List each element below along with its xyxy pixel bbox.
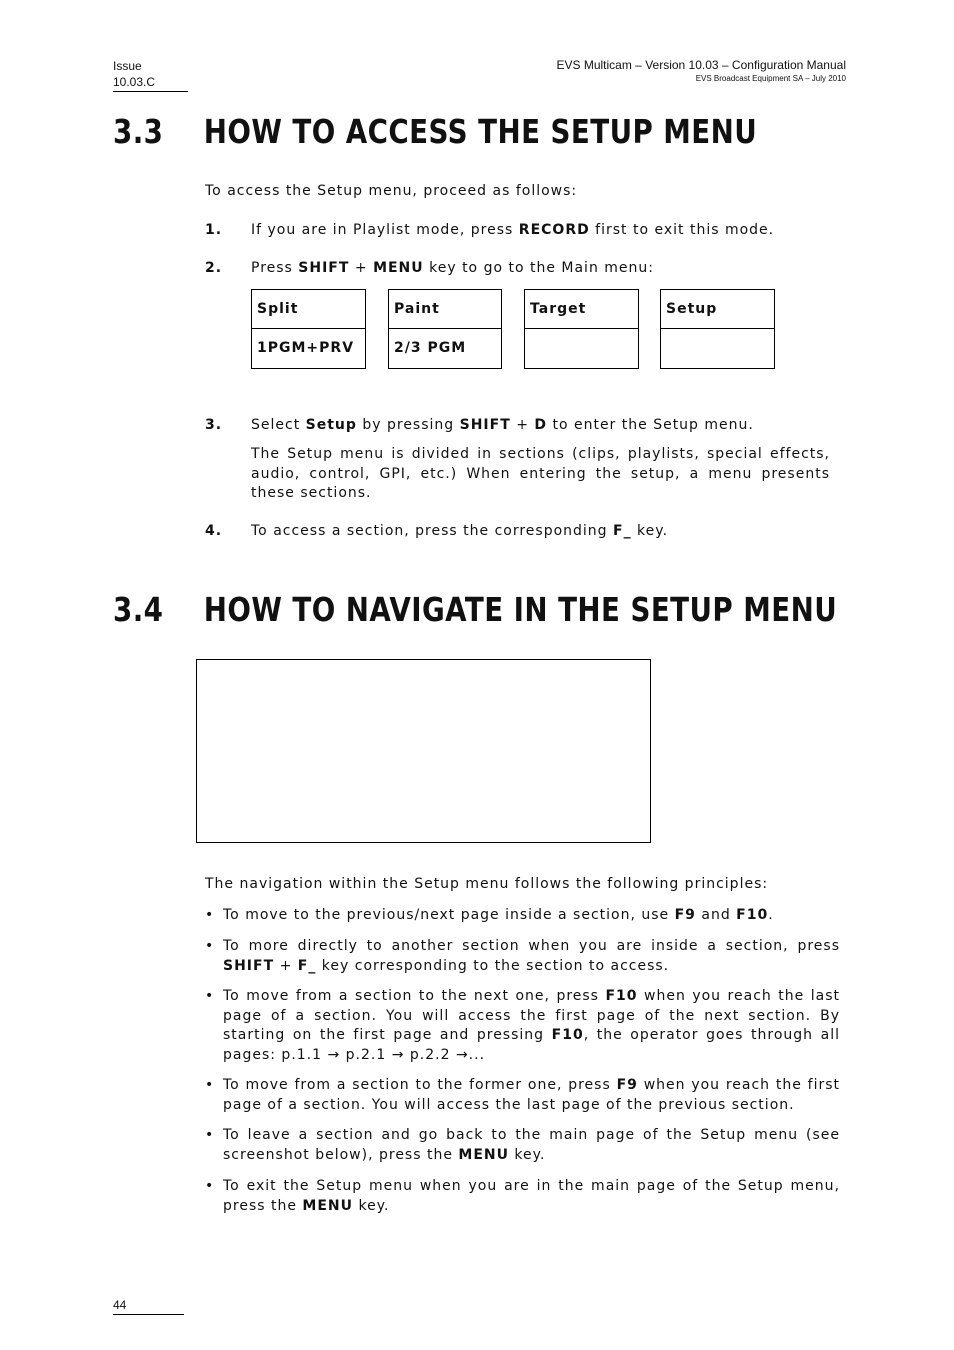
step-number: 1. [205,222,223,238]
main-menu-split [251,289,366,369]
main-menu-paint [388,289,502,369]
menu-label: Split [252,290,365,329]
key-shift: SHIFT [459,417,511,433]
section-intro: The navigation within the Setup menu follows the following principles: [205,876,769,892]
issue-label: Issue [113,59,142,73]
main-menu-setup [660,289,775,369]
list-item: • To move from a section to the next one, press F10 when you reach the last page of a section. You will access the first page of the next section. By starting on the first page and pressing F10, the operator goes through all pages: p.1.1 → p.2.1 → p.2.2 →... [205,988,840,1063]
key-record: RECORD [518,222,590,238]
main-menu-target [524,289,639,369]
step-number: 3. [205,417,223,433]
list-item: • To exit the Setup menu when you are in the main page of the Setup menu, press the MENU key. [205,1178,840,1214]
section-title: HOW TO NAVIGATE IN THE SETUP MENU [203,590,838,629]
section-heading-3-3 [113,112,757,151]
menu-value: 2/3 PGM [394,340,467,356]
menu-value [661,329,774,368]
key-d: D [534,417,548,433]
setup-menu-screenshot [196,659,651,843]
document-subtitle: EVS Broadcast Equipment SA – July 2010 [695,74,846,83]
key-menu: MENU [373,260,424,276]
menu-value [525,329,638,368]
step-number: 2. [205,260,223,276]
step-number: 4. [205,523,223,539]
list-item: • To move to the previous/next page inside a section, use F9 and F10. [205,906,840,926]
section-title: HOW TO ACCESS THE SETUP MENU [203,112,758,151]
step-4-text: To access a section, press the corresponding F_ key. [251,523,669,539]
section-intro: To access the Setup menu, proceed as follows: [205,183,578,199]
bullet-icon: • [205,1127,215,1143]
menu-label: Setup [661,290,774,329]
document-header [557,58,847,84]
menu-label: Paint [389,290,501,329]
bullet-icon: • [205,1178,215,1194]
menu-label: Target [525,290,638,329]
key-shift: SHIFT [298,260,350,276]
key-setup: Setup [305,417,357,433]
section-heading-3-4 [113,590,837,629]
step-2-text: Press SHIFT + MENU key to go to the Main menu: [251,260,654,276]
list-item: • To more directly to another section when you are inside a section, press SHIFT + F_ key corresponding to the section to access. [205,938,840,974]
list-item: • To leave a section and go back to the main page of the Setup menu (see screenshot below), press the MENU key. [205,1127,840,1163]
bullet-icon: • [205,988,215,1004]
menu-value: 1PGM+PRV [257,340,355,356]
bullet-icon: • [205,907,215,923]
document-title: EVS Multicam – Version 10.03 – Configuration Manual [556,58,846,72]
key-f: F_ [613,523,632,539]
step-3-text: Select Setup by pressing SHIFT + D to enter the Setup menu. [251,417,754,433]
section-number: 3.4 [113,590,164,629]
page-number: 44 [113,1297,184,1315]
bullet-icon: • [205,1077,215,1093]
issue-block [113,58,188,92]
step-3-paragraph: The Setup menu is divided in sections (clips, playlists, special effects, audio, control, GPI, etc.) When entering the setup, a menu presents these sections. [251,446,830,501]
section-number: 3.3 [113,112,164,151]
issue-number: 10.03.C [113,75,156,89]
bullet-icon: • [205,938,215,954]
list-item: • To move from a section to the former one, press F9 when you reach the first page of a section. You will access the last page of the previous section. [205,1077,841,1113]
step-1-text: If you are in Playlist mode, press RECORD first to exit this mode. [251,222,775,238]
